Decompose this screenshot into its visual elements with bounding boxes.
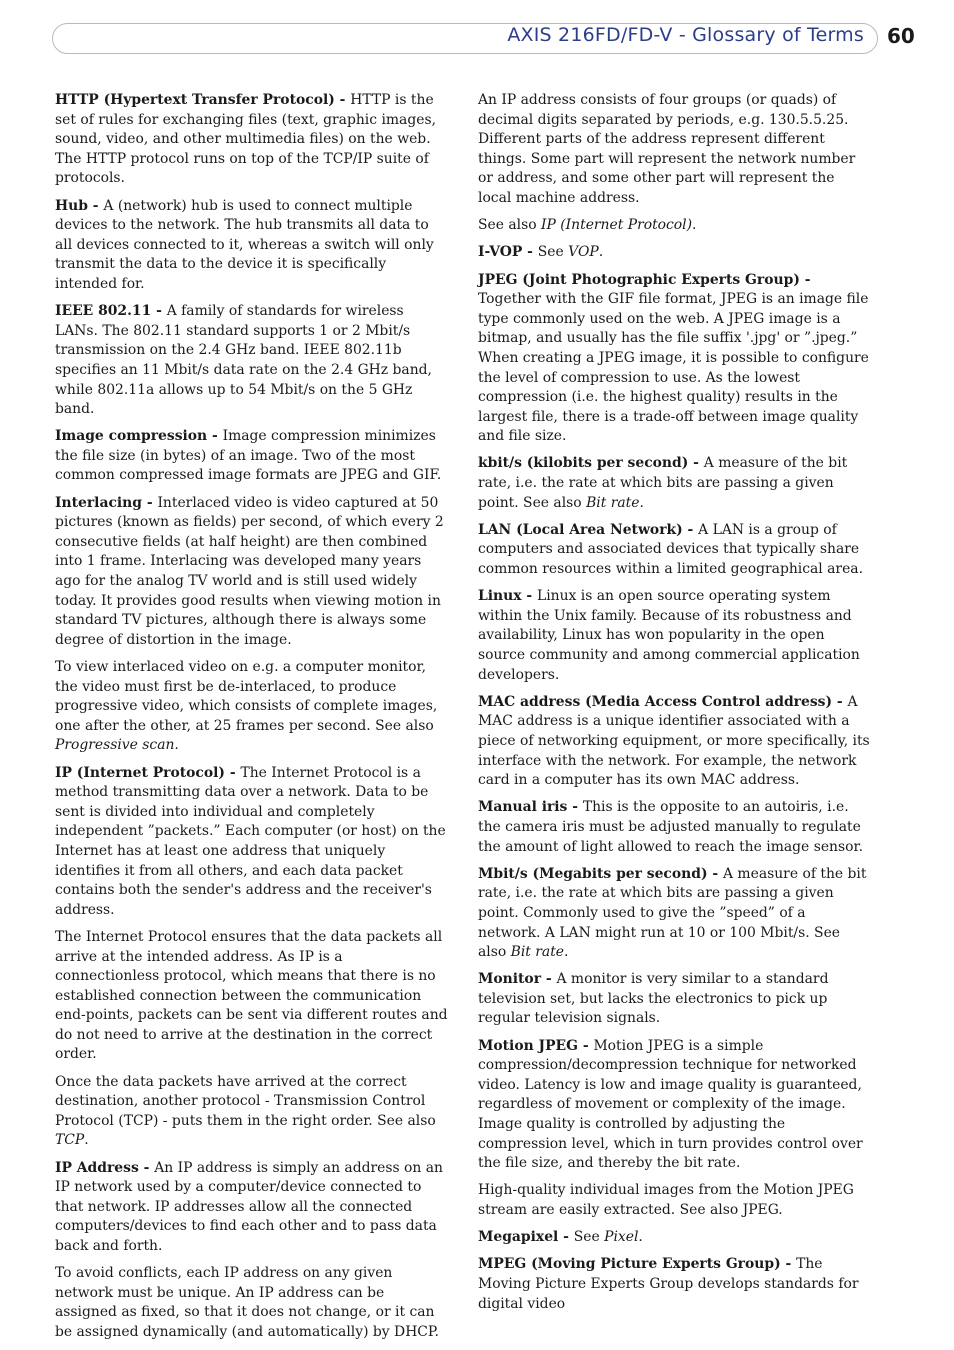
glossary-text: To view interlaced video on e.g. a computer monitor, the video must first be de-interlaced, to produce progressive video, which consists of complete images, one after the other, at 25 frames per second. See also — [55, 659, 438, 734]
glossary-entry — [478, 1255, 872, 1314]
glossary-text: Interlaced video is video captured at 50 pictures (known as fields) per second, of which every 2 consecutive fields (at half height) are then combined into 1 frame. Interlacing was developed many years ago for the analog TV world and is still used widely today. It provides good results when viewing motion in standard TV pictures, although there is always some degree of distortion in the image. — [55, 494, 444, 648]
left-column — [55, 91, 449, 1350]
glossary-term: Hub - — [55, 197, 104, 214]
glossary-entry — [55, 197, 449, 295]
glossary-text: See also — [478, 217, 542, 234]
glossary-text: A measure of the bit rate, i.e. the rate at which bits are passing a given point. Commonly used to give the ”speed” of a network. A LAN might run at 10 or 100 Mbit/s. See also — [478, 865, 867, 961]
glossary-text: High-quality individual images from the Motion JPEG stream are easily extracted. See also JPEG. — [478, 1182, 854, 1218]
glossary-term: Monitor - — [478, 971, 557, 988]
glossary-entry — [478, 587, 872, 685]
glossary-entry — [478, 798, 872, 857]
glossary-reference: Bit rate — [586, 494, 640, 511]
glossary-text: This is the opposite to an autoiris, i.e. the camera iris must be adjusted manually to regulate the amount of light allowed to reach the image sensor. — [478, 799, 864, 855]
glossary-text: The Internet Protocol is a method transmitting data over a network. Data to be sent is divided into individual and completely independent ”packets.” Each computer (or host) on the Internet has at least one address that uniquely identifies it from all others, and each data packet contains both the sender's address and the receiver's address. — [55, 764, 446, 918]
glossary-term: LAN (Local Area Network) - — [478, 521, 699, 538]
glossary-tail: . — [564, 944, 569, 961]
glossary-tail: . — [638, 1229, 643, 1246]
glossary-text: To avoid conflicts, each IP address on any given network must be unique. An IP address can be assigned as fixed, so that it does not change, or it can be assigned dynamically (and automatically) by DHCP. — [55, 1265, 439, 1340]
glossary-text: An IP address is simply an address on an IP network used by a computer/device connected to that network. IP addresses allow all the connected computers/devices to find each other and to pass data back and forth. — [55, 1159, 443, 1254]
glossary-text: See — [537, 244, 569, 261]
glossary-text: Together with the GIF file format, JPEG is an image file type commonly used on the web. A JPEG image is a bitmap, and usually has the file suffix '.jpg' or ”.jpeg.” When creating a JPEG image, it is possible to configure the level of compression to use. As the lowest compression (i.e. the highest quality) results in the largest file, there is a trade-off between image quality and file size. — [478, 291, 869, 445]
glossary-text: Linux is an open source operating system within the Unix family. Because of its robustness and availability, Linux has won popularity in the open source community and among commercial application developers. — [478, 588, 860, 683]
glossary-term: I-VOP - — [478, 244, 538, 261]
glossary-entry — [478, 1181, 872, 1220]
glossary-term: HTTP (Hypertext Transfer Protocol) - — [55, 92, 351, 108]
glossary-entry — [55, 1073, 449, 1151]
glossary-entry — [55, 658, 449, 756]
glossary-term: MPEG (Moving Picture Experts Group) - — [478, 1256, 797, 1273]
glossary-term: Mbit/s (Megabits per second) - — [478, 865, 723, 882]
glossary-reference: TCP — [55, 1132, 85, 1149]
glossary-entry — [55, 494, 449, 651]
glossary-entry — [478, 521, 872, 580]
glossary-entry — [478, 865, 872, 963]
glossary-text: The Moving Picture Experts Group develops standards for digital video — [478, 1256, 859, 1312]
glossary-entry — [478, 454, 872, 513]
glossary-reference: Bit rate — [510, 944, 565, 961]
glossary-entry — [55, 91, 449, 189]
glossary-entry — [55, 302, 449, 420]
glossary-tail: . — [174, 737, 179, 754]
glossary-entry — [55, 1159, 449, 1257]
glossary-reference: VOP — [568, 244, 599, 261]
glossary-reference: Progressive scan — [55, 737, 175, 754]
glossary-text: A monitor is very similar to a standard television set, but lacks the electronics to pick up regular television signals. — [478, 971, 829, 1027]
glossary-entry — [478, 91, 872, 209]
glossary-text: See — [573, 1229, 605, 1246]
page-title: AXIS 216FD/FD-V - Glossary of Terms — [507, 24, 864, 46]
glossary-text: Motion JPEG is a simple compression/decompression technique for networked video. Latency is low and image quality is guaranteed, regardless of movement or complexity of the image. Image quality is controlled by adjusting the compression level, which in turn provides control over the file size, and thereby the bit rate. — [478, 1037, 863, 1172]
glossary-text: Image compression minimizes the file size (in bytes) of an image. Two of the most common compressed image formats are JPEG and GIF. — [55, 428, 442, 484]
glossary-entry — [478, 970, 872, 1029]
glossary-entry — [478, 1037, 872, 1174]
glossary-entry — [55, 928, 449, 1065]
glossary-entry — [55, 427, 449, 486]
glossary-reference: IP (Internet Protocol) — [541, 217, 693, 234]
glossary-term: Image compression - — [55, 428, 223, 445]
glossary-term: JPEG (Joint Photographic Experts Group) - — [478, 271, 811, 288]
glossary-entry — [55, 764, 449, 921]
glossary-text: The Internet Protocol ensures that the data packets all arrive at the intended address. As IP is a connectionless protocol, which means that there is no established connection between the communication end-points, packets can be sent via different routes and do not need to arrive at the destination in the correct order. — [55, 928, 448, 1063]
glossary-text: Once the data packets have arrived at the correct destination, another protocol - Transmission Control Protocol (TCP) - puts them in the right order. See also — [55, 1073, 436, 1129]
glossary-text: A (network) hub is used to connect multiple devices to the network. The hub transmits all data to all devices connected to it, whereas a switch will only transmit the data to the device it is specifically intended for. — [55, 197, 434, 292]
glossary-text: A family of standards for wireless LANs. The 802.11 standard supports 1 or 2 Mbit/s transmission on the 2.4 GHz band. IEEE 802.11b specifies an 11 Mbit/s data rate on the 2.4 GHz band, while 802.11a allows up to 54 Mbit/s on the 5 GHz band. — [55, 303, 432, 418]
glossary-text: A MAC address is a unique identifier associated with a piece of networking equipment, or more specifically, its interface with the network. For example, the network card in a computer has its own MAC address. — [478, 693, 870, 789]
right-column — [478, 91, 872, 1322]
glossary-term: Linux - — [478, 588, 537, 605]
glossary-tail: . — [639, 494, 644, 511]
glossary-term: IP (Internet Protocol) - — [55, 764, 241, 781]
glossary-tail: . — [598, 244, 604, 261]
glossary-entry — [55, 1264, 449, 1342]
glossary-term: IEEE 802.11 - — [55, 303, 167, 320]
glossary-tail: . — [692, 217, 697, 234]
glossary-term: kbit/s (kilobits per second) - — [478, 455, 704, 472]
glossary-entry — [478, 243, 872, 263]
glossary-entry — [478, 1228, 872, 1248]
glossary-term: MAC address (Media Access Control address) - — [478, 693, 848, 710]
glossary-term: Megapixel - — [478, 1229, 574, 1246]
page-number: 60 — [887, 24, 915, 48]
glossary-entry — [478, 216, 872, 236]
glossary-term: IP Address - — [55, 1159, 155, 1176]
glossary-entry — [478, 271, 872, 447]
glossary-text: A measure of the bit rate, i.e. the rate at which bits are passing a given point. See also — [478, 455, 848, 511]
glossary-term: Interlacing - — [55, 494, 158, 511]
glossary-term: Motion JPEG - — [478, 1037, 594, 1054]
glossary-text: A LAN is a group of computers and associated devices that typically share common resources within a limited geographical area. — [478, 521, 863, 578]
glossary-tail: . — [84, 1132, 89, 1149]
glossary-term: Manual iris - — [478, 799, 583, 816]
glossary-text: An IP address consists of four groups (or quads) of decimal digits separated by periods, e.g. 130.5.5.25. Different parts of the address represent different things. Some part will represent the network number or address, and some other part will represent the local machine address. — [478, 92, 856, 206]
glossary-reference: Pixel — [604, 1229, 639, 1246]
glossary-text: HTTP is the set of rules for exchanging files (text, graphic images, sound, video, and other multimedia files) on the web. The HTTP protocol runs on top of the TCP/IP suite of protocols. — [55, 92, 436, 187]
glossary-entry — [478, 693, 872, 791]
